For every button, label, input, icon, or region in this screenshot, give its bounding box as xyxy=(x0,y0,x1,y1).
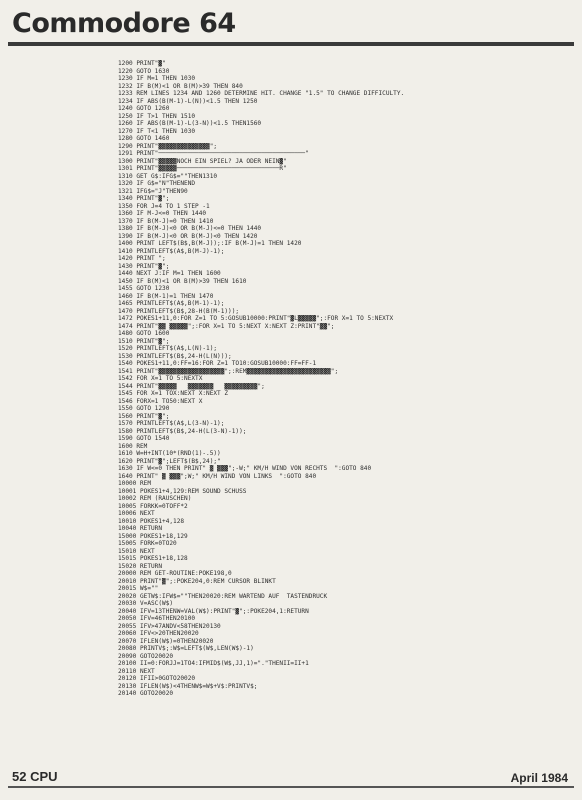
code-line: 1230 IF M=1 THEN 1030 xyxy=(118,75,196,82)
code-line: 1465 PRINTLEFT$(A$,B(M-1)-1); xyxy=(118,300,225,307)
code-line: 20040 IFV=13THENW=VAL(W$):PRINT"▓";:POKE204,1:RETURN xyxy=(118,607,309,615)
code-line: 20090 GOTO20020 xyxy=(118,652,174,660)
code-line: 1301 PRINT"▓▓▓▓▓────────────────────────────R" xyxy=(118,165,287,172)
code-line: 1544 PRINT"▓▓▓▓▓ ▓▓▓▓▓▓▓ ▓▓▓▓▓▓▓▓▓"; xyxy=(118,382,265,390)
code-line: 1250 IF T>1 THEN 1510 xyxy=(118,112,196,120)
code-line: 20030 V=ASC(W$) xyxy=(118,600,174,607)
code-line: 15020 RETURN xyxy=(118,562,163,570)
code-line: 1450 IF B(M)<1 OR B(M)>39 THEN 1610 xyxy=(118,277,247,285)
code-line: 15005 FORK=0TO20 xyxy=(118,540,177,547)
code-line: 1510 PRINT"▓"; xyxy=(118,337,170,345)
code-line: 1590 GOTO 1540 xyxy=(118,435,170,442)
code-line: 1540 POKES1+11,0:FF=16:FOR Z=1 TO10:GOSUB10000:FF=FF-1 xyxy=(118,360,317,367)
code-line: 1360 IF M-J<=0 THEN 1440 xyxy=(118,210,207,217)
code-line: 1440 NEXT J:IF M=1 THEN 1600 xyxy=(118,270,221,277)
code-line: 20060 IFV<>20THEN20020 xyxy=(118,630,199,637)
code-line: 20070 IFLEN(W$)=0THEN20020 xyxy=(118,637,214,645)
code-line: 1474 PRINT"▓▓ ▓▓▓▓▓";:FOR X=1 TO 5:NEXT X:NEXT Z:PRINT"▓▓"; xyxy=(118,322,335,330)
code-line: 10005 FORKK=0TOFF*2 xyxy=(118,502,188,510)
code-line: 20050 IFV=46THEN20100 xyxy=(118,615,196,622)
code-line: 1550 GOTO 1290 xyxy=(118,405,170,412)
code-line: 1200 PRINT"▓" xyxy=(118,60,166,67)
code-line: 1640 PRINT" ▓ ▓▓▓";W;" KM/H WIND VON LINKS ":GOTO 840 xyxy=(118,472,317,480)
code-line: 1520 PRINTLEFT$(A$,L(N)-1); xyxy=(118,345,218,352)
code-line: 1220 GOTO 1630 xyxy=(118,67,170,75)
code-line: 1472 POKES1+11,0:FOR Z=1 TO 5:GOSUB10000:PRINT"▓L▓▓▓▓▓";:FOR X=1 TO 5:NEXTX xyxy=(118,315,394,322)
basic-program-listing xyxy=(118,60,563,698)
code-line: 1480 GOTO 1600 xyxy=(118,330,170,337)
code-line: 20100 II=0:FORJJ=1TO4:IFMID$(W$,JJ,1)="."THENII=II+1 xyxy=(118,660,309,667)
code-line: 1541 PRINT"▓▓▓▓▓▓▓▓▓▓▓▓▓▓▓▓▓▓";:REM▓▓▓▓▓▓▓▓▓▓▓▓▓▓▓▓▓▓▓▓▓▓▓"; xyxy=(118,367,339,375)
code-line: 1455 GOTO 1230 xyxy=(118,285,170,292)
code-line: 20000 REM GET-ROUTINE:POKE198,0 xyxy=(118,570,232,577)
code-line: 1542 FOR X=1 TO 5:NEXTX xyxy=(118,375,203,382)
code-line: 1340 PRINT"▓"; xyxy=(118,195,170,202)
code-line: 1420 PRINT "; xyxy=(118,255,166,262)
code-line: 10000 REM xyxy=(118,480,152,487)
code-line: 10002 REM (RAUSCHEN) xyxy=(118,495,192,502)
code-line: 1430 PRINT"▓"; xyxy=(118,262,170,270)
code-line: 1310 GET G$:IFG$=""THEN1310 xyxy=(118,172,218,180)
code-line: 1370 IF B(M-J)=0 THEN 1410 xyxy=(118,217,214,225)
code-line: 10040 RETURN xyxy=(118,525,163,532)
code-line: 10001 POKES1+4,129:REM SOUND SCHUSS xyxy=(118,487,247,495)
page-number: 52 CPU xyxy=(12,769,58,784)
code-line: 1300 PRINT"▓▓▓▓▓NOCH EIN SPIEL? JA ODER NEIN▓" xyxy=(118,157,287,165)
code-line: 1410 PRINTLEFT$(A$,B(M-J)-1); xyxy=(118,247,225,255)
issue-date: April 1984 xyxy=(510,771,568,785)
code-line: 20080 PRINTV$;:W$=LEFT$(W$,LEN(W$)-1) xyxy=(118,645,254,652)
code-line: 1530 PRINTLEFT$(B$,24-H(L(N))); xyxy=(118,352,232,360)
code-line: 1630 IF W<=0 THEN PRINT" ▓ ▓▓▓";-W;" KM/H WIND VON RECHTS ":GOTO 840 xyxy=(118,465,372,472)
header-divider xyxy=(8,42,574,46)
code-line: 1610 W=H+INT(10*(RND(1)-.5)) xyxy=(118,450,221,457)
code-line: 1620 PRINT"▓";LEFT$(B$,24);" xyxy=(118,457,221,465)
code-line: 1232 IF B(M)<1 OR B(M)>39 THEN 840 xyxy=(118,82,243,90)
code-line: 10006 NEXT xyxy=(118,510,155,517)
code-line: 1234 IF ABS(B(M-1)-L(N))<1.5 THEN 1250 xyxy=(118,97,258,105)
code-line: 15015 POKES1+18,128 xyxy=(118,555,188,562)
code-line: 1546 FORX=1 TO50:NEXT X xyxy=(118,397,203,405)
code-line: 1233 REM LINES 1234 AND 1260 DETERMINE HIT. CHANGE "1.5" TO CHANGE DIFFICULTY. xyxy=(118,90,405,97)
code-line: 1545 FOR X=1 TOX:NEXT X:NEXT Z xyxy=(118,390,229,397)
code-line: 20010 PRINT"▓";:POKE204,0:REM CURSOR BLINKT xyxy=(118,577,276,585)
code-line: 1280 GOTO 1460 xyxy=(118,135,170,142)
code-line: 1321 IFG$="J"THEN90 xyxy=(118,187,188,195)
code-line: 1580 PRINTLEFT$(B$,24-H(L(3-N)-1)); xyxy=(118,427,247,435)
code-line: 20110 NEXT xyxy=(118,667,155,675)
code-line: 15000 POKES1+18,129 xyxy=(118,532,188,540)
code-line: 1270 IF T<1 THEN 1030 xyxy=(118,127,196,135)
code-line: 1260 IF ABS(B(M-1)-L(3-N))<1.5 THEN1560 xyxy=(118,120,262,127)
magazine-section-title: Commodore 64 xyxy=(12,8,236,39)
footer-divider xyxy=(8,786,574,788)
code-line: 20120 IFII>0GOTO20020 xyxy=(118,675,196,682)
code-line: 20020 GETW$:IFW$=""THEN20020:REM WARTEND AUF TASTENDRUCK xyxy=(118,592,328,600)
code-line: 10010 POKES1+4,128 xyxy=(118,517,185,525)
code-line: 20130 IFLEN(W$)<4THENW$=W$+V$:PRINTV$; xyxy=(118,682,258,690)
code-line: 1470 PRINTLEFT$(B$,28-H(B(M-1))); xyxy=(118,307,240,315)
code-line: 1291 PRINT"────────────────────────────────────────" xyxy=(118,150,309,157)
code-line: 15010 NEXT xyxy=(118,547,155,555)
code-line: 20015 W$="" xyxy=(118,585,159,592)
code-line: 1350 FOR J=4 TO 1 STEP -1 xyxy=(118,202,210,210)
code-line: 20140 GOTO20020 xyxy=(118,690,174,697)
code-line: 1460 IF B(M-1)=1 THEN 1470 xyxy=(118,292,214,300)
code-line: 1320 IF G$="N"THENEND xyxy=(118,180,196,187)
code-line: 1600 REM xyxy=(118,442,148,450)
code-line: 20055 IFV>47ANDV<58THEN20130 xyxy=(118,622,221,630)
code-line: 1390 IF B(M-J)<0 OR B(M-J)<0 THEN 1420 xyxy=(118,232,258,240)
code-line: 1560 PRINT"▓"; xyxy=(118,412,170,420)
code-line: 1400 PRINT LEFT$(B$,B(M-J));:IF B(M-J)=1 THEN 1420 xyxy=(118,240,302,247)
code-line: 1290 PRINT"▓▓▓▓▓▓▓▓▓▓▓▓▓▓"; xyxy=(118,142,218,150)
code-line: 1380 IF B(M-J)<0 OR B(M-J)<=0 THEN 1440 xyxy=(118,225,262,232)
code-line: 1570 PRINTLEFT$(A$,L(3-N)-1); xyxy=(118,420,225,427)
code-line: 1240 GOTO 1260 xyxy=(118,105,170,112)
